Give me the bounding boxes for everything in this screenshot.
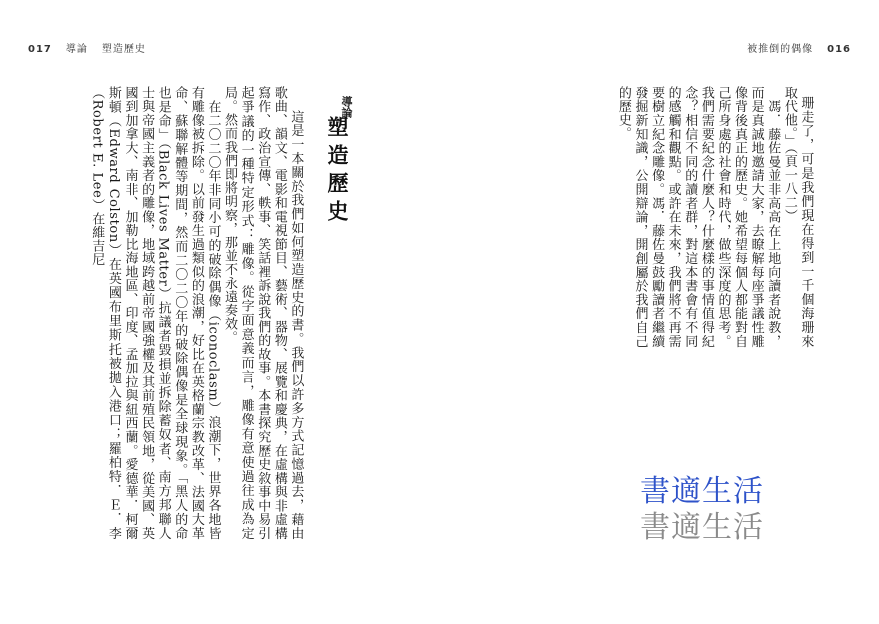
left-running-title: 塑造歷史: [101, 44, 146, 55]
right-running-title: 被推倒的偶像: [747, 44, 814, 55]
left-section-label: 導論: [65, 44, 88, 55]
right-page-body: [615, 86, 830, 348]
right-page-header: [747, 40, 851, 55]
left-page-body: [55, 86, 320, 540]
left-paragraph: 這是一本關於我們如何塑造歷史的書。我們以許多方式記憶過去，藉由歌曲、韻文、電影和電視節目、藝術、器物、展覽和慶典，在虛構與非虛構寫作、政治宣傳、軼事、笑話裡訴說我們的故事。本書探究歷史敘事中易引起爭議的一種特定形式：雕像。從字面意義而言，雕像有意使過往成為定局。然而我們即將明察，那並不永遠奏效。: [222, 86, 304, 540]
chapter-title: 塑造歷史: [325, 116, 349, 228]
right-paragraph: 珊走了，可是我們現在得到一千個海珊來取代他。」（頁一八二）: [781, 86, 814, 348]
right-paragraph: 馮．藤佐曼並非高高在上地向讀者說教，而是真誠地邀請大家，去瞭解每座爭議性雕像背後真正的歷史。她希望每個人都能對自己所身處的社會和時代，做些深度的思考。我們需要紀念什麼人？什麼樣的事情值得紀念？相信不同的讀者群，對這本書會有不同的感觸和觀點。或許在未來，我們將不再需要樹立紀念雕像。馮．藤佐曼鼓勵讀者繼續發掘新知識，公開辯論，開創屬於我們自己的歷史。: [615, 86, 781, 348]
left-page-header: [28, 40, 146, 55]
chapter-label: 導論: [340, 96, 353, 118]
left-page-number: 017: [28, 44, 52, 55]
watermark-logo-secondary: 書適生活: [640, 510, 764, 545]
watermark-logo-primary: 書適生活: [640, 474, 764, 509]
left-paragraph: 在二〇二〇年非同小可的破除偶像（iconoclasm）浪潮下，世界各地皆有雕像被拆除。以前發生過類似的浪潮，好比在英格蘭宗教改革、法國大革命、蘇聯解體等期間，然而二〇二〇年的破除偶像是全球現象。「黑人的命也是命」（Black Lives Matter）抗議者毀損並拆除蓄奴者、南方邦聯人士與帝國主義者的雕像，地域跨越前帝國強權及其前殖民領地，從美國、英國到加拿大、南非、加勒比海地區、印度、孟加拉與紐西蘭。愛德華．柯爾斯頓（Edward Colston）在英國布里斯托被拋入港口；羅柏特．Ｅ．李（Robert E. Lee）在維吉尼: [89, 86, 221, 540]
right-page-number: 016: [827, 44, 851, 55]
